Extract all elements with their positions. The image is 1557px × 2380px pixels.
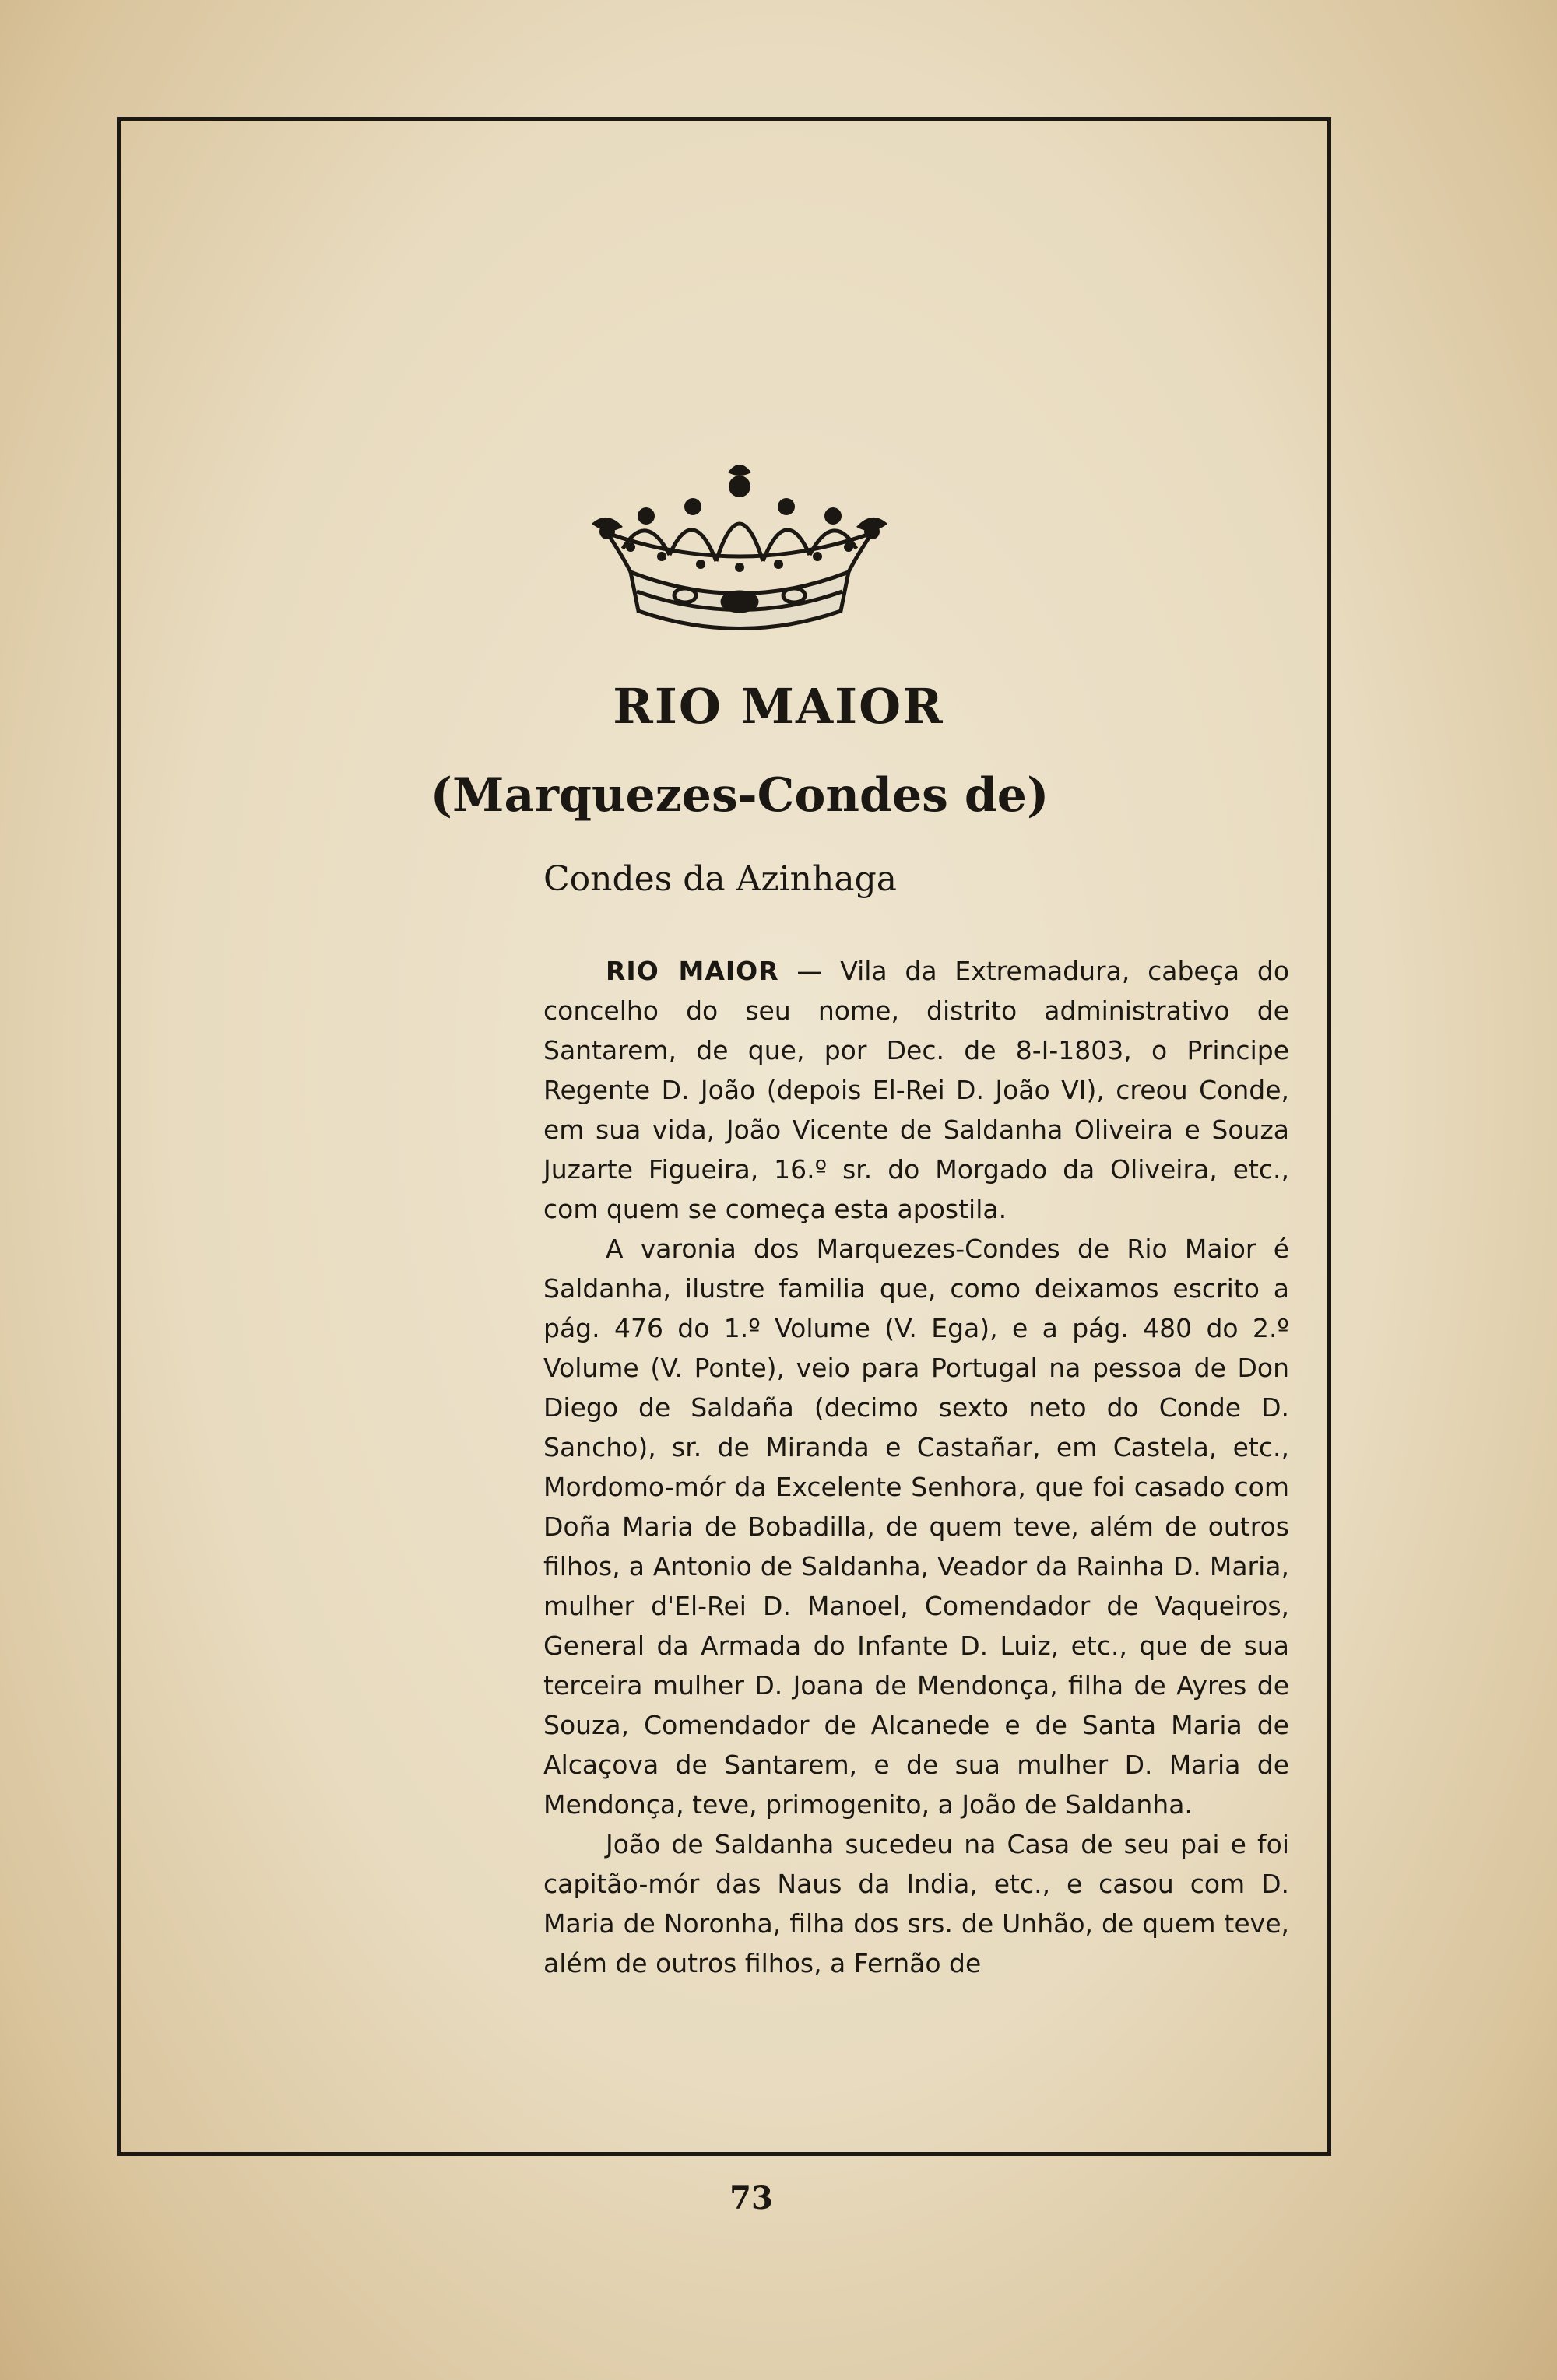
paragraph-2: A varonia dos Marquezes-Condes de Rio Maior é Saldanha, ilustre familia que, como deixamos escrito a pág. 476 do 1.º Volume (V. Ega), e a pág. 480 do 2.º Volume (V. Ponte), veio para Portugal na pessoa de Don Diego de Saldaña (decimo sexto neto do Conde D. Sancho), sr. de Miranda e Castañar, em Castela, etc., Mordomo-mór da Excelente Senhora, que foi casado com Doña Maria de Bobadilla, de quem teve, além de outros filhos, a Antonio de Saldanha, Veador da Rainha D. Maria, mulher d'El-Rei D. Manoel, Comendador de Vaqueiros, General da Armada do Infante D. Luiz, etc., que de sua terceira mulher D. Joana de Mendonça, filha de Ayres de Souza, Comendador de Alcanede e de Santa Maria de Alcaçova de Santarem, e de sua mulher D. Maria de Mendonça, teve, primogenito, a João de Saldanha. xyxy=(543,1234,1289,1820)
page-number: 73 xyxy=(729,2180,773,2217)
paragraph-1 xyxy=(543,951,1289,1229)
place-name: RIO MAIOR xyxy=(606,956,779,986)
crown-emblem xyxy=(576,455,903,630)
paragraph-1-text: — Vila da Extremadura, cabeça do concelho do seu nome, distrito administrativo de Santarem, de que, por Dec. de 8-I-1803, o Principe Regente D. João (depois El-Rei D. João VI), creou Conde, em sua vida, João Vicente de Saldanha Oliveira e Souza Juzarte Figueira, 16.º sr. do Morgado da Oliveira, etc., com quem se começa esta apostila. xyxy=(543,956,1290,1224)
section-heading: Condes da Azinhaga xyxy=(543,859,897,899)
page-title: RIO MAIOR xyxy=(613,678,944,735)
page-subtitle: (Marquezes-Condes de) xyxy=(430,768,1049,823)
body-text xyxy=(543,951,1289,1983)
paragraph-3: João de Saldanha sucedeu na Casa de seu pai e foi capitão-mór das Naus da India, etc., e casou com D. Maria de Noronha, filha dos srs. de Unhão, de quem teve, além de outros filhos, a Fernão de xyxy=(543,1829,1289,1978)
